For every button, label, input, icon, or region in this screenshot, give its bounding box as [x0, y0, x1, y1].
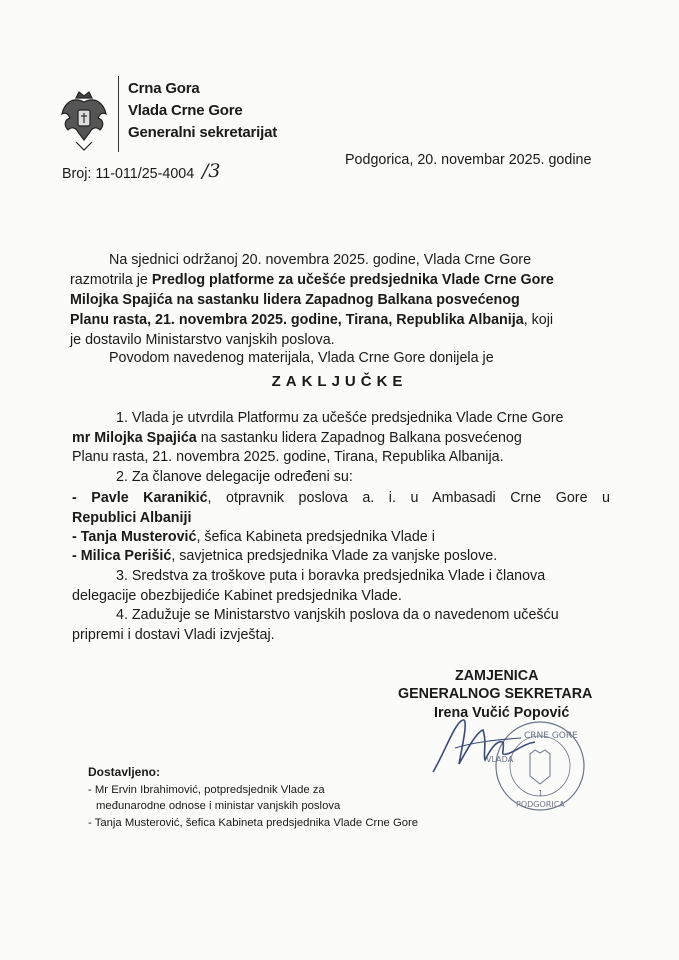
coat-of-arms-icon [58, 88, 110, 154]
delivered-item-1: - Mr Ervin Ibrahimović, potpredsjednik Vlade za [88, 784, 325, 796]
delivered-item-2: - Tanja Musterović, šefica Kabineta predsjednika Vlade Crne Gore [88, 817, 419, 829]
conclusion-3-line-2: delegacije obezbijediće Kabinet predsjednika Vlade. [72, 588, 402, 604]
stamp-top-text: CRNE GORE [524, 731, 578, 741]
stamp-bottom-text: PODGORICA [516, 800, 565, 809]
signature-title-1: ZAMJENICA [455, 668, 539, 684]
intro-line-5: je dostavilo Ministarstvo vanjskih poslova. [70, 332, 335, 348]
header-government: Vlada Crne Gore [128, 102, 243, 119]
conclusion-1-line-3: Planu rasta, 21. novembra 2025. godine, Tirana, Republika Albanija. [72, 449, 504, 465]
delegate-1: - Pavle Karanikić, otpravnik poslova a. i. u Ambasadi Crne Gore u [72, 490, 610, 506]
reference-number: Broj: 11-011/25-4004 [62, 166, 195, 182]
signatory-name: Irena Vučić Popović [434, 705, 570, 721]
header-country: Crna Gora [128, 80, 200, 97]
conclusion-4-line-2: pripremi i dostavi Vladi izvještaj. [72, 627, 275, 643]
conclusion-1-line-2: mr Milojka Spajića na sastanku lidera Zapadnog Balkana posvećenog [72, 430, 522, 446]
stamp-left-text: VLADA [486, 755, 514, 764]
delegate-2: - Tanja Musterović, šefica Kabineta predsjednika Vlade i [72, 529, 435, 545]
stamp-number: 1 [538, 789, 544, 798]
delegate-3: - Milica Perišić, savjetnica predsjednika Vlade za vanjske poslove. [72, 548, 498, 564]
delegate-1-cont: Republici Albaniji [72, 510, 192, 526]
header-department: Generalni sekretarijat [128, 124, 278, 141]
intro-line-3: Milojka Spajića na sastanku lidera Zapadnog Balkana posvećenog [70, 292, 520, 308]
delivered-item-1-cont: međunarodne odnose i ministar vanjskih poslova [96, 800, 341, 812]
document-title: ZAKLJUČKE [271, 373, 408, 390]
conclusion-4-line-1: 4. Zadužuje se Ministarstvo vanjskih poslova da o navedenom učešću [116, 607, 559, 623]
conclusion-3-line-1: 3. Sredstva za troškove puta i boravka predsjednika Vlade i članova [116, 568, 546, 584]
signature-title-2: GENERALNOG SEKRETARA [398, 686, 593, 702]
delivered-heading: Dostavljeno: [88, 765, 161, 779]
intro-line-4: Planu rasta, 21. novembra 2025. godine, Tirana, Republika Albanija, koji [70, 312, 554, 328]
header-divider [118, 76, 119, 152]
intro-line-2: razmotrila je Predlog platforme za učešće predsjednika Vlade Crne Gore [70, 272, 554, 288]
intro-line-6: Povodom navedenog materijala, Vlada Crne Gore donijela je [109, 350, 494, 366]
intro-line-1: Na sjednici održanoj 20. novembra 2025. godine, Vlada Crne Gore [109, 252, 532, 268]
signature-scribble [425, 712, 545, 782]
conclusion-1-line-1: 1. Vlada je utvrdila Platformu za učešće predsjednika Vlade Crne Gore [116, 410, 564, 426]
place-date: Podgorica, 20. novembar 2025. godine [345, 152, 592, 168]
conclusion-2: 2. Za članove delegacije određeni su: [116, 469, 353, 485]
handwritten-number: /3 [202, 160, 221, 182]
